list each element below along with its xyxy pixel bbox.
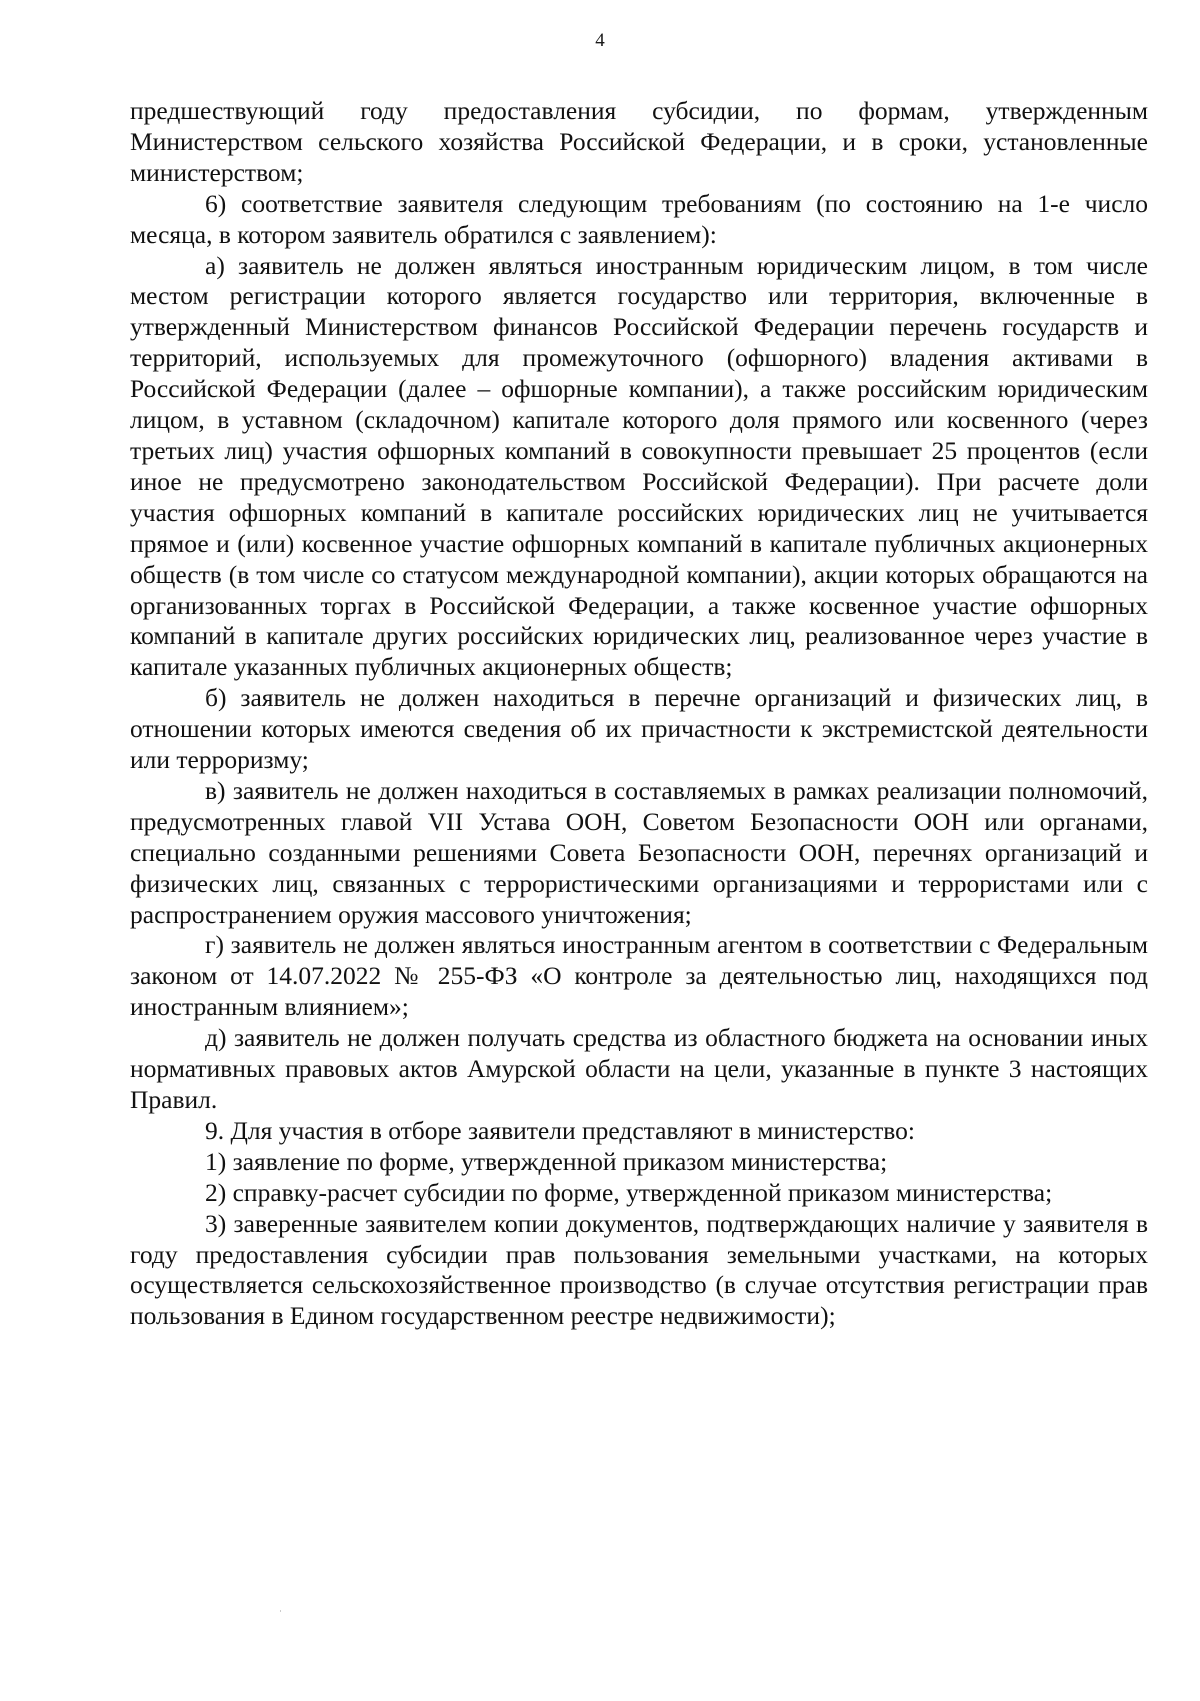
scan-speck (280, 1610, 281, 1612)
paragraph-subitem-b: б) заявитель не должен находиться в перечне организаций и физических лиц, в отношении которых имеются сведения об их причастности к экстремистской деятельности или терроризму; (130, 683, 1148, 775)
paragraph-clause-9-item-2: 2) справку-расчет субсидии по форме, утвержденной приказом министерства; (205, 1177, 1053, 1207)
paragraph-clause-9-item-3: 3) заверенные заявителем копии документов, подтверждающих наличие у заявителя в году предоставления субсидии прав пользования земельными участками, на которых осуществляется сельскохозяйственное производство (в случае отсутствия регистрации прав пользования в Едином государственном реестре недвижимости); (130, 1208, 1148, 1331)
paragraph-clause-9: 9. Для участия в отборе заявители представляют в министерство: (205, 1115, 916, 1145)
paragraph-item-6: 6) соответствие заявителя следующим требованиям (по состоянию на 1-е число месяца, в котором заявитель обратился с заявлением): (130, 188, 1148, 249)
paragraph-subitem-v: в) заявитель не должен находиться в составляемых в рамках реализации полномочий, предусмотренных главой VII Устава ООН, Советом Безопасности ООН или органами, специально созданными решениями Совета Безопасности ООН, перечнях организаций и физических лиц, связанных с террористическими организациями и террористами или с распространением оружия массового уничтожения; (130, 775, 1148, 929)
paragraph-continuation: предшествующий году предоставления субсидии, по формам, утвержденным Министерством сельского хозяйства Российской Федерации, и в сроки, установленные министерством; (130, 96, 1148, 187)
paragraph-clause-9-item-1: 1) заявление по форме, утвержденной приказом министерства; (205, 1146, 888, 1176)
page-number: 4 (595, 30, 605, 51)
document-body (130, 96, 1148, 1332)
paragraph-subitem-d: д) заявитель не должен получать средства из областного бюджета на основании иных нормативных правовых актов Амурской области на цели, указанные в пункте 3 настоящих Правил. (130, 1023, 1148, 1114)
paragraph-subitem-a: а) заявитель не должен являться иностранным юридическим лицом, в том числе местом регистрации которого является государство или территория, включенные в утвержденный Министерством финансов Российской Федерации перечень государств и территорий, используемых для промежуточного (офшорного) владения активами в Российской Федерации (далее – офшорные компании), а также российским юридическим лицом, в уставном (складочном) капитале которого доля прямого или косвенного (через третьих лиц) участия офшорных компаний в совокупности превышает 25 процентов (если иное не предусмотрено законодательством Российской Федерации). При расчете доли участия офшорных компаний в капитале российских юридических лиц не учитывается прямое и (или) косвенное участие офшорных компаний в капитале публичных акционерных обществ (в том числе со статусом международной компании), акции которых обращаются на организованных торгах в Российской Федерации, а также косвенное участие офшорных компаний в капитале других российских юридических лиц, реализованное через участие в капитале указанных публичных акционерных обществ; (130, 250, 1148, 682)
paragraph-subitem-g: г) заявитель не должен являться иностранным агентом в соответствии с Федеральным законом от 14.07.2022 № 255-ФЗ «О контроле за деятельностью лиц, находящихся под иностранным влиянием»; (130, 930, 1148, 1022)
